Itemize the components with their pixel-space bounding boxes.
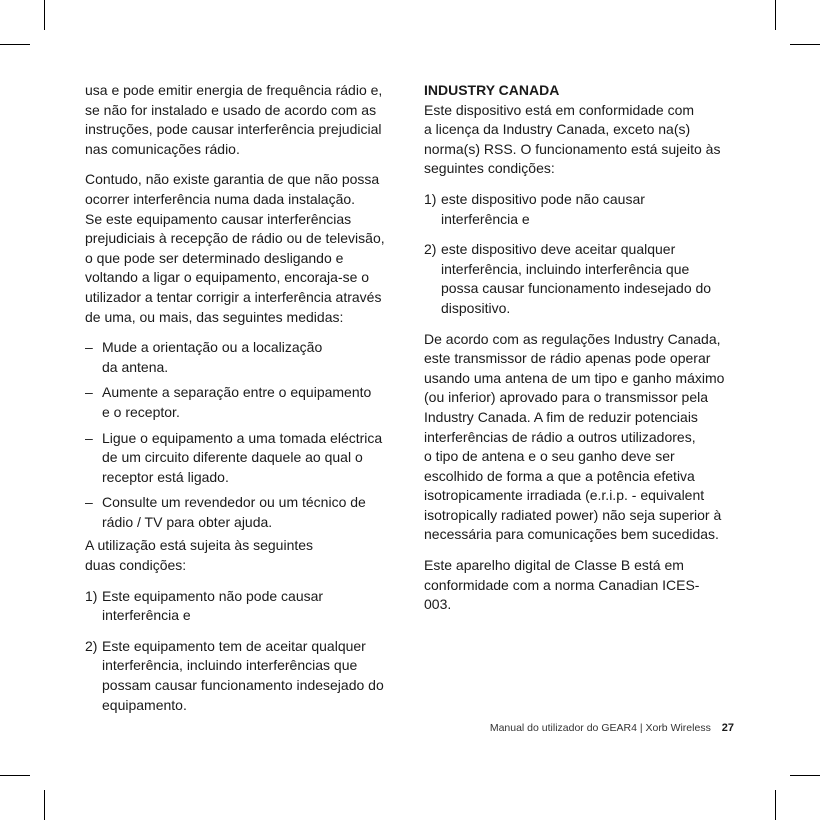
numbered-list-item — [424, 190, 740, 229]
text-line: Este dispositivo está em conformidade com — [424, 101, 695, 118]
paragraph — [424, 81, 740, 179]
text-line: duas condições: — [85, 557, 187, 574]
text-line: usa e pode emitir energia de frequência rádio e, — [85, 82, 383, 98]
text-line: interferência, incluindo interferência que — [441, 260, 690, 277]
paragraph — [85, 170, 401, 327]
text-line: Consulte um revendedor ou um técnico de — [102, 494, 366, 511]
text-line: Industry Canada. A fim de reduzir potenciais — [424, 408, 698, 425]
text-line: dispositivo. — [441, 299, 511, 316]
text-line: Este equipamento tem de aceitar qualquer — [102, 637, 366, 654]
text-line: prejudiciais à recepção de rádio ou de televisão, — [85, 230, 385, 247]
paragraph — [424, 556, 740, 615]
text-line: usando uma antena de um tipo e ganho máximo — [424, 369, 725, 386]
list-marker: 2) — [424, 241, 437, 258]
text-line: este dispositivo pode não causar — [441, 190, 645, 207]
text-line: 003. — [424, 596, 452, 613]
crop-mark — [775, 0, 776, 30]
text-line: necessária para comunicações bem sucedidas. — [424, 526, 719, 543]
text-line: Se este equipamento causar interferências — [85, 210, 352, 227]
text-line: rádio / TV para obter ajuda. — [102, 513, 273, 530]
text-line: ocorrer interferência numa dada instalação. — [85, 190, 356, 207]
page-number: 27 — [721, 722, 734, 734]
text-line: isotropicamente irradiada (e.r.i.p. - equivalent — [424, 487, 705, 504]
text-line: seguintes condições: — [424, 160, 555, 177]
crop-mark — [790, 44, 820, 45]
section-heading: INDUSTRY CANADA — [424, 82, 560, 98]
list-marker: – — [85, 339, 93, 356]
text-line: Contudo, não existe garantia de que não possa — [85, 171, 380, 188]
text-line: Mude a orientação ou a localização — [102, 339, 323, 356]
text-line: interferência, incluindo interferências que — [102, 657, 358, 674]
list-marker: 1) — [85, 587, 98, 604]
dash-list-item — [85, 493, 401, 532]
text-line: o que pode ser determinado desligando e — [85, 249, 344, 266]
text-line: de uma, ou mais, das seguintes medidas: — [85, 308, 344, 325]
crop-mark — [0, 44, 30, 45]
text-line: este transmissor de rádio apenas pode operar — [424, 350, 711, 367]
text-line: nas comunicações rádio. — [85, 140, 240, 157]
numbered-list-item — [85, 587, 401, 626]
text-line: norma(s) RSS. O funcionamento está sujeito às — [424, 140, 721, 157]
numbered-list-item — [424, 240, 740, 318]
crop-mark — [0, 775, 30, 776]
dash-list-item — [85, 383, 401, 422]
text-line: (ou inferior) aprovado para o transmissor pela — [424, 389, 709, 406]
text-line: equipamento. — [102, 696, 187, 713]
list-marker: 1) — [424, 190, 437, 207]
list-marker: – — [85, 384, 93, 401]
text-line: A utilização está sujeita às seguintes — [85, 537, 314, 554]
text-line: interferência e — [102, 607, 191, 624]
text-line: a licença da Industry Canada, exceto na(s) — [424, 121, 691, 138]
paragraph — [85, 81, 401, 159]
text-line: Aumente a separação entre o equipamento — [102, 384, 372, 401]
text-line: o tipo de antena e o seu ganho deve ser — [424, 448, 675, 465]
crop-mark — [44, 790, 45, 820]
paragraph — [424, 330, 740, 546]
text-line: se não for instalado e usado de acordo com as — [85, 101, 377, 118]
list-marker: – — [85, 429, 93, 446]
paragraph — [85, 536, 401, 575]
text-line: Ligue o equipamento a uma tomada eléctrica — [102, 429, 383, 446]
text-line: receptor está ligado. — [102, 468, 229, 485]
text-line: Este equipamento não pode causar — [102, 587, 324, 604]
crop-mark — [790, 775, 820, 776]
text-line: possam causar funcionamento indesejado do — [102, 677, 384, 694]
text-line: Este aparelho digital de Classe B está em — [424, 557, 684, 574]
text-line: De acordo com as regulações Industry Canada, — [424, 330, 721, 347]
page-footer — [490, 722, 734, 734]
text-line: voltando a ligar o equipamento, encoraja-se o — [85, 269, 370, 286]
left-column — [85, 81, 401, 721]
right-column — [424, 81, 740, 626]
footer-text: Manual do utilizador do GEAR4 | Xorb Wireless — [489, 722, 711, 734]
list-marker: 2) — [85, 637, 98, 654]
numbered-list-item — [85, 637, 401, 715]
dash-list-item — [85, 429, 401, 488]
text-line: possa causar funcionamento indesejado do — [441, 280, 712, 297]
text-line: isotropically radiated power) não seja superior à — [424, 506, 722, 523]
text-line: de um circuito diferente daquele ao qual o — [102, 449, 363, 466]
crop-mark — [44, 0, 45, 30]
text-line: instruções, pode causar interferência prejudicial — [85, 121, 382, 138]
text-line: e o receptor. — [102, 403, 180, 420]
text-line: interferência e — [441, 210, 530, 227]
text-line: utilizador a tentar corrigir a interferência através — [85, 288, 382, 305]
crop-mark — [775, 790, 776, 820]
dash-list-item — [85, 338, 401, 377]
list-marker: – — [85, 494, 93, 511]
text-line: este dispositivo deve aceitar qualquer — [441, 241, 676, 258]
text-line: interferências de rádio a outros utilizadores, — [424, 428, 696, 445]
text-line: da antena. — [102, 358, 169, 375]
text-line: conformidade com a norma Canadian ICES- — [424, 576, 700, 593]
text-line: escolhido de forma a que a potência efetiva — [424, 467, 695, 484]
